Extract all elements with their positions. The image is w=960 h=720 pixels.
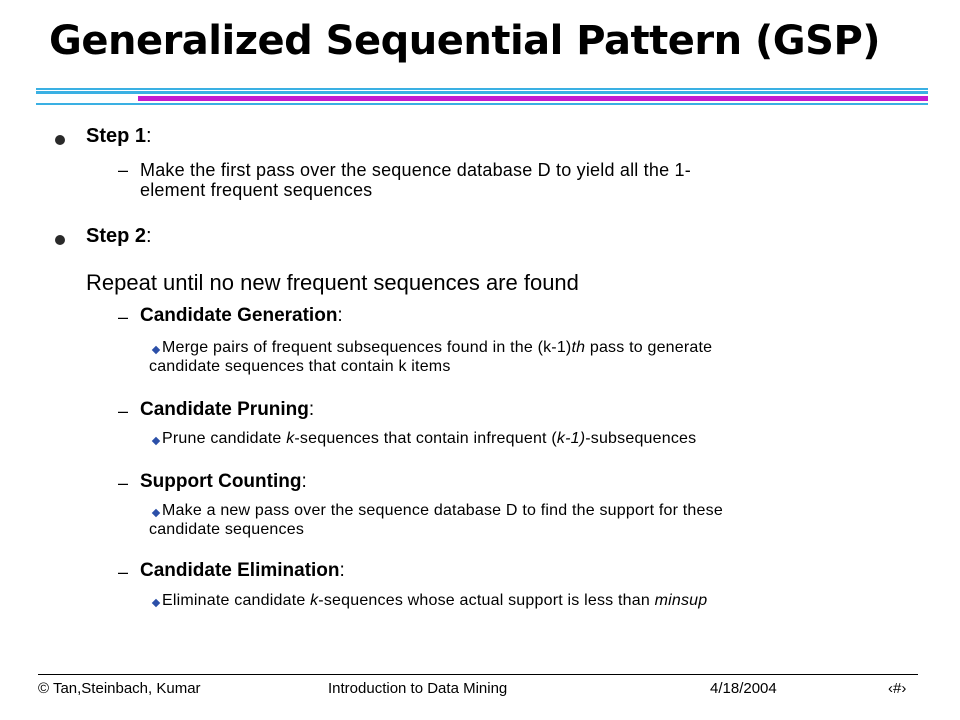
section-heading-text: Candidate Elimination [140, 560, 340, 581]
detail-text: Merge pairs of frequent subsequences found in the (k-1) [162, 339, 572, 356]
candidate-generation-detail [149, 338, 712, 376]
detail-italic: minsup [654, 592, 708, 609]
detail-line1: Make a new pass over the sequence database D to find the support for these [162, 502, 723, 519]
section-heading-colon: : [339, 560, 345, 581]
step1-detail-line2: element frequent sequences [140, 180, 373, 200]
candidate-elimination-detail [162, 591, 707, 610]
diamond-bullet-icon [152, 437, 160, 445]
step1-heading [86, 125, 152, 148]
detail-text: -sequences whose actual support is less than [318, 592, 655, 609]
section-dash: – [118, 473, 129, 493]
section-heading-candidate-elimination [140, 560, 345, 582]
footer-authors: © Tan,Steinbach, Kumar [38, 680, 201, 697]
step1-detail-line1: Make the first pass over the sequence database D to yield all the 1- [140, 160, 691, 180]
step2-repeat-text: Repeat until no new frequent sequences are found [86, 270, 579, 295]
detail-text: -sequences that contain infrequent ( [294, 430, 557, 447]
section-heading-text: Candidate Pruning [140, 399, 309, 420]
slide-title: Generalized Sequential Pattern (GSP) [49, 18, 881, 64]
section-dash: – [118, 562, 129, 582]
detail-italic: k-1) [556, 430, 586, 447]
footer-page-number: ‹#› [888, 680, 907, 697]
detail-text: -subsequences [585, 430, 697, 447]
detail-italic: th [571, 339, 586, 356]
step2-heading [86, 225, 152, 248]
diamond-bullet-icon [152, 599, 160, 607]
title-rule-top [36, 88, 928, 90]
section-heading-colon: : [308, 399, 315, 420]
footer-book-title: Introduction to Data Mining [328, 680, 508, 697]
footer-date: 4/18/2004 [710, 680, 777, 697]
candidate-pruning-detail [162, 429, 696, 448]
bullet-dot-icon [55, 235, 65, 245]
title-rule-blue [36, 91, 928, 94]
detail-text: Eliminate candidate [162, 592, 311, 609]
detail-line2: candidate sequences [149, 521, 305, 538]
section-heading-text: Candidate Generation [140, 305, 338, 326]
detail-text: Prune candidate [162, 430, 287, 447]
section-dash: – [118, 307, 129, 327]
section-heading-colon: : [337, 305, 343, 326]
footer-divider [38, 674, 918, 675]
section-heading-candidate-pruning [140, 399, 314, 421]
detail-line2: candidate sequences that contain k items [149, 358, 451, 375]
step1-colon: : [146, 125, 152, 147]
section-dash: – [118, 401, 129, 421]
step2-label: Step 2 [86, 225, 147, 247]
detail-text: pass to generate [585, 339, 713, 356]
support-counting-detail [149, 501, 723, 539]
step1-label: Step 1 [86, 125, 147, 147]
detail-line1 [149, 338, 712, 357]
step1-dash: – [118, 160, 129, 180]
detail-italic: k [310, 592, 319, 609]
title-rule-magenta [138, 96, 928, 101]
step1-detail [140, 160, 691, 200]
title-rule-bottom [36, 103, 928, 105]
step2-colon: : [146, 225, 152, 247]
section-heading-candidate-generation [140, 305, 343, 327]
bullet-dot-icon [55, 135, 65, 145]
section-heading-support-counting [140, 471, 307, 493]
section-heading-text: Support Counting [140, 471, 302, 492]
section-heading-colon: : [301, 471, 307, 492]
detail-italic: k [286, 430, 295, 447]
